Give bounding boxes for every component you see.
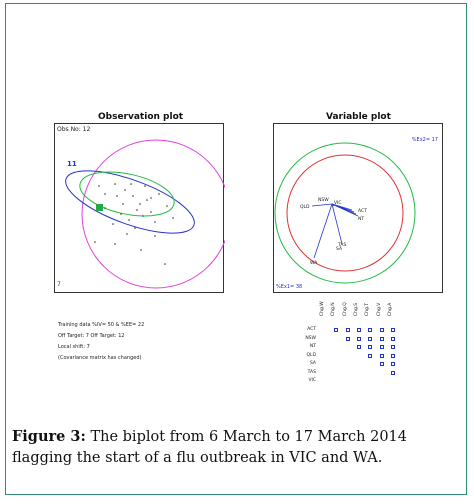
grid-column-label: Chg.N — [331, 302, 337, 316]
observation-plot-svg — [55, 124, 225, 294]
vector-label: WA — [310, 261, 318, 266]
figure-caption — [12, 426, 464, 469]
info-line: (Covariance matrix has changed) — [58, 355, 142, 361]
grid-row-label: VIC — [308, 378, 316, 383]
caption-label: Figure 3: — [12, 428, 86, 445]
grid-column-label: Chg.A — [387, 302, 393, 316]
current-observation-marker — [96, 204, 103, 211]
grid-column-label: Chg.Q — [342, 302, 348, 316]
observation-points — [94, 183, 174, 265]
grid-cell — [391, 362, 395, 366]
top-right-label: %Ex2= 17 — [411, 137, 438, 143]
grid-cell — [334, 328, 338, 332]
grid-row-label: NT — [309, 344, 316, 349]
grid-cell — [380, 345, 384, 349]
green-ellipse — [76, 164, 178, 223]
variable-plot-title: Variable plot — [326, 112, 391, 122]
vector-label: SA — [336, 247, 343, 252]
grid-cell — [368, 345, 372, 349]
grid-row-label: TAS — [307, 369, 316, 375]
info-line: Off Target: 7 Off Target: 12 — [58, 333, 125, 339]
grid-cell — [346, 328, 350, 332]
blue-ellipse — [59, 158, 202, 246]
grid-column-label: Chg.S — [353, 302, 359, 316]
grid-cell — [380, 354, 384, 358]
vector-label: ACT — [358, 209, 367, 214]
marker-label: 11 — [67, 160, 77, 168]
grid-cell — [391, 371, 395, 375]
grid-cell — [380, 328, 384, 332]
red-circle — [287, 155, 403, 271]
grid-row-label: SA — [309, 361, 316, 366]
grid-cell — [357, 328, 361, 332]
grid-row-label: QLD — [306, 352, 316, 358]
green-circle — [275, 143, 415, 283]
vector-label: NT — [358, 217, 365, 222]
grid-row-label: NSW — [305, 335, 316, 341]
info-line: Training data %IV= 50 & %EE= 22 — [58, 322, 145, 328]
info-line: Local shift: 7 — [58, 344, 90, 350]
grid-cell — [368, 337, 372, 341]
observation-plot-area — [54, 123, 224, 293]
grid-row-label: ACT — [307, 327, 316, 332]
corner-label: 7 — [57, 281, 61, 288]
observation-plot-title: Observation plot — [98, 112, 184, 122]
grid-cell — [368, 354, 372, 358]
grid-column-label: Chg.T — [365, 302, 371, 316]
vector-label: QLD — [300, 205, 310, 210]
vector-label: TAS — [338, 243, 347, 248]
grid-cell — [391, 337, 395, 341]
grid-cell — [380, 337, 384, 341]
grid-cell — [357, 337, 361, 341]
obs-number-label: Obs No: 12 — [57, 126, 91, 133]
grid-cell — [391, 354, 395, 358]
variable-vectors — [312, 204, 358, 258]
bottom-left-label: %Ex1= 38 — [276, 284, 303, 290]
grid-column-label: Chg.W — [320, 301, 325, 316]
grid-cell — [346, 337, 350, 341]
grid-column-label: Chg.V — [376, 302, 382, 316]
caption-text: The biplot from 6 March to 17 March 2014 flagging the start of a flu outbreak in VIC and WA. — [12, 429, 407, 466]
grid-cell — [368, 328, 372, 332]
magenta-circle — [82, 140, 225, 288]
variable-plot-svg — [274, 124, 444, 294]
grid-cell — [391, 328, 395, 332]
vector-label: NSW — [318, 198, 329, 203]
grid-cell — [380, 362, 384, 366]
grid-cell — [391, 345, 395, 349]
vector-label: VIC — [334, 201, 342, 206]
grid-cell — [357, 345, 361, 349]
variable-plot-area — [273, 123, 443, 293]
